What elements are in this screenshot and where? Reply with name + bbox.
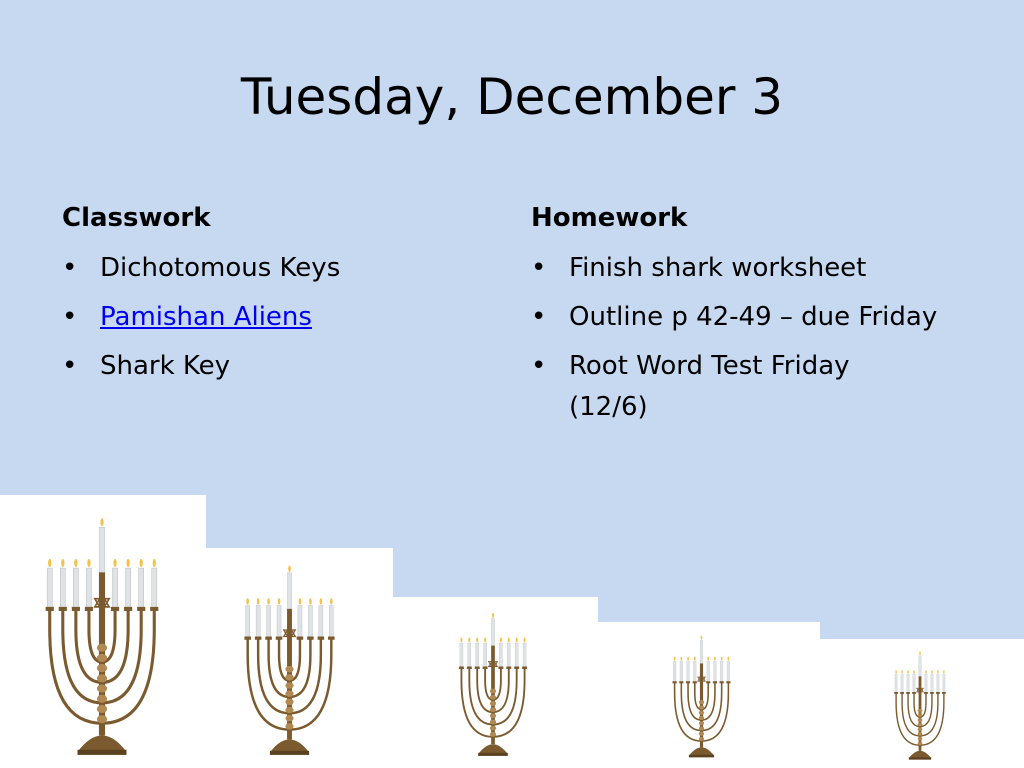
bullet: •	[62, 351, 78, 381]
homework-item-label: Root Word Test Friday	[569, 351, 850, 381]
homework-item-label-line2: (12/6)	[569, 392, 648, 422]
list-item	[62, 293, 502, 342]
menorah-icon	[40, 515, 164, 760]
bullet: •	[62, 302, 78, 332]
menorah-icon	[861, 650, 979, 762]
list-item	[531, 244, 1001, 293]
bullet: •	[531, 351, 547, 381]
bullet: •	[531, 253, 547, 283]
list-item	[531, 342, 1001, 428]
menorah-icon	[229, 563, 350, 759]
classwork-item-label: Dichotomous Keys	[100, 253, 341, 283]
list-item	[62, 342, 502, 391]
classwork-list	[62, 244, 502, 391]
homework-heading: Homework	[531, 203, 688, 233]
homework-column	[531, 196, 1001, 428]
menorah-icon	[434, 611, 552, 759]
homework-list	[531, 244, 1001, 428]
homework-item-label: Finish shark worksheet	[569, 253, 867, 283]
classwork-column	[62, 196, 502, 391]
classwork-item-label: Shark Key	[100, 351, 231, 381]
bullet: •	[531, 302, 547, 332]
homework-item-label: Outline p 42-49 – due Friday	[569, 302, 938, 332]
slide-title: Tuesday, December 3	[240, 68, 784, 126]
list-item	[531, 293, 1001, 342]
classwork-heading: Classwork	[62, 203, 211, 233]
menorah-icon	[636, 634, 767, 760]
pamishan-aliens-link[interactable]: Pamishan Aliens	[100, 302, 312, 332]
list-item	[62, 244, 502, 293]
bullet: •	[62, 253, 78, 283]
